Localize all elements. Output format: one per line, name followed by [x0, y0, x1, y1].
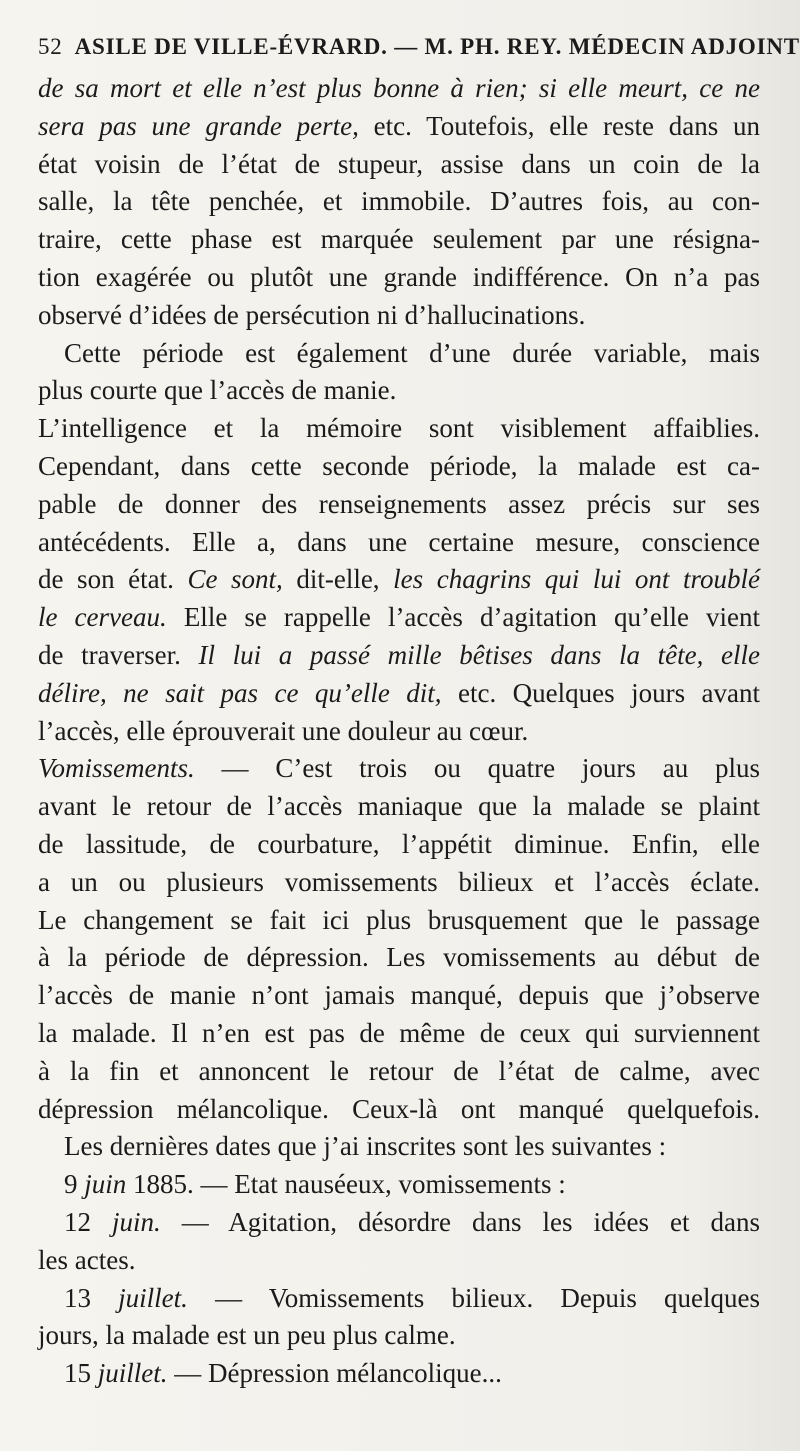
text-line [38, 939, 760, 977]
text-line [38, 788, 760, 826]
italic-text: Ce sont, [187, 564, 283, 595]
italic-text: sera pas une grande perte, [38, 110, 359, 141]
text-line [38, 448, 760, 486]
italic-text: les chagrins qui lui ont troublé [393, 564, 760, 595]
text-line [38, 750, 760, 788]
text-line [38, 1317, 760, 1355]
text-run: les actes. [38, 1244, 136, 1275]
text-run: Les dernières dates que j’ai inscrites sont les suivantes : [64, 1131, 667, 1162]
text-line [38, 70, 760, 108]
text-run: 12 [64, 1206, 113, 1237]
text-run: — Vomissements bilieux. Depuis quelques [187, 1282, 761, 1313]
text-run: L’intelligence et la mémoire sont visiblement affaiblies. [38, 413, 760, 444]
italic-text: juin. [112, 1206, 161, 1237]
text-run: dépression mélancolique. Ceux-là ont manqué quelquefois. [38, 1093, 760, 1124]
text-run: — Agitation, désordre dans les idées et dans [160, 1206, 760, 1237]
text-run: l’accès de manie n’ont jamais manqué, depuis que j’observe [38, 980, 760, 1011]
text-line [38, 1355, 760, 1393]
italic-text: juillet. [97, 1358, 168, 1389]
italic-text: délire, ne sait pas ce qu’elle dit, [38, 677, 442, 708]
running-header [38, 34, 800, 60]
text-run: salle, la tête penchée, et immobile. D’autres fois, au con- [38, 186, 760, 217]
text-run: — Dépression mélancolique... [167, 1358, 502, 1389]
text-run: Le changement se fait ici plus brusquement que le passage [38, 904, 760, 935]
text-run: tion exagérée ou plutôt une grande indifférence. On n’a pas [38, 261, 760, 292]
body-text [38, 70, 760, 1393]
text-run: la malade. Il n’en est pas de même de ceux qui surviennent [38, 1017, 760, 1048]
text-line [38, 713, 760, 751]
italic-text: juillet. [118, 1282, 188, 1313]
text-run: avant le retour de l’accès maniaque que la malade se plaint [38, 791, 760, 822]
text-run: observé d’idées de persécution ni d’hallucinations. [38, 299, 586, 330]
text-line [38, 1015, 760, 1053]
text-line [38, 902, 760, 940]
text-run: à la période de dépression. Les vomissements au début de [38, 942, 760, 973]
text-run: de son état. [38, 564, 188, 595]
text-run: 9 [64, 1169, 85, 1200]
text-run: 1885. — Etat nauséeux, vomissements : [126, 1169, 566, 1200]
text-line [38, 599, 760, 637]
text-line [38, 1280, 760, 1318]
italic-text: le cerveau. [38, 602, 167, 633]
text-line [38, 826, 760, 864]
italic-text: Il lui a passé mille bêtises dans la tête, elle [198, 639, 760, 670]
text-run: état voisin de l’état de stupeur, assise dans un coin de la [38, 148, 760, 179]
text-run: — C’est trois ou quatre jours au plus [194, 753, 760, 784]
text-line [38, 486, 760, 524]
page-number: 52 [38, 34, 63, 59]
text-run: dit-elle, [282, 564, 394, 595]
italic-text: Vomissements. [38, 753, 195, 784]
text-line [38, 675, 760, 713]
text-run: 15 [64, 1358, 98, 1389]
text-line [38, 108, 760, 146]
text-run: à la fin et annoncent le retour de l’état de calme, avec [38, 1055, 760, 1086]
text-run: de lassitude, de courbature, l’appétit diminue. Enfin, elle [38, 828, 760, 859]
text-run: plus courte que l’accès de manie. [38, 375, 397, 406]
text-run: etc. Toutefois, elle reste dans un [358, 110, 760, 141]
text-run: 13 [64, 1282, 119, 1313]
text-run: de traverser. [38, 639, 199, 670]
text-line [38, 297, 760, 335]
text-line [38, 221, 760, 259]
text-line [38, 1204, 760, 1242]
text-line [38, 864, 760, 902]
text-run: jours, la malade est un peu plus calme. [38, 1320, 456, 1351]
text-run: l’accès, elle éprouverait une douleur au cœur. [38, 715, 529, 746]
running-title: ASILE DE VILLE-ÉVRARD. — M. PH. REY. MÉDECIN ADJOINT [74, 34, 800, 59]
text-run: Elle se rappelle l’accès d’agitation qu’elle vient [166, 602, 760, 633]
italic-text: juin [84, 1169, 127, 1200]
text-line [38, 146, 760, 184]
text-line [38, 561, 760, 599]
text-line [38, 1091, 760, 1129]
text-run: traire, cette phase est marquée seulement par une résigna- [38, 224, 760, 255]
text-run: antécédents. Elle a, dans une certaine mesure, conscience [38, 526, 760, 557]
italic-text: de sa mort et elle n’est plus bonne à rien; si elle meurt, ce ne [38, 73, 760, 103]
text-run: Cependant, dans cette seconde période, la malade est ca- [38, 450, 760, 481]
text-run: Cette période est également d’une durée variable, mais [64, 337, 760, 368]
text-line [38, 259, 760, 297]
text-line [38, 1053, 760, 1091]
text-line [38, 1128, 760, 1166]
text-line [38, 335, 760, 373]
text-line [38, 372, 760, 410]
text-line [38, 637, 760, 675]
text-line [38, 410, 760, 448]
text-run: a un ou plusieurs vomissements bilieux et l’accès éclate. [38, 866, 760, 897]
text-run: etc. Quelques jours avant [441, 677, 760, 708]
text-line [38, 183, 760, 221]
text-line [38, 1242, 760, 1280]
text-run: pable de donner des renseignements assez précis sur ses [38, 488, 760, 519]
text-line [38, 1166, 760, 1204]
text-line [38, 524, 760, 562]
text-line [38, 977, 760, 1015]
